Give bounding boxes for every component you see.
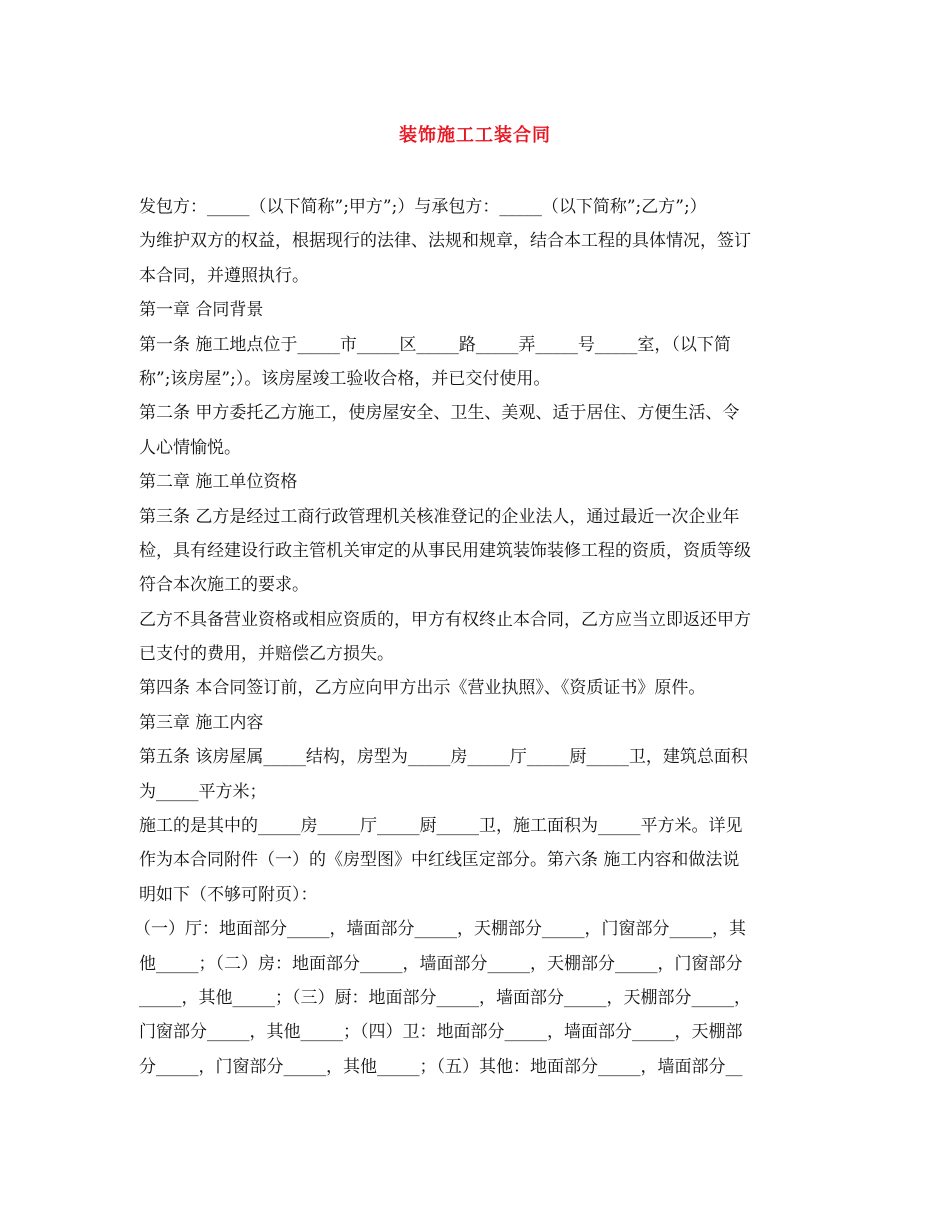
article-2-line-1: 第二条 甲方委托乙方施工，使房屋安全、卫生、美观、适于居住、方便生活、令 bbox=[139, 403, 740, 424]
work-items-line-5: 分_____，门窗部分_____，其他_____；（五）其他：地面部分_____，墙面部分__ bbox=[139, 1056, 743, 1077]
work-items-line-3: _____，其他_____；（三）厨：地面部分_____，墙面部分_____，天棚部分_____， bbox=[139, 987, 751, 1008]
work-items-line-4: 门窗部分_____，其他_____；（四）卫：地面部分_____，墙面部分_____，天棚部 bbox=[139, 1022, 743, 1043]
chapter-1-heading: 第一章 合同背景 bbox=[139, 300, 264, 321]
chapter-3-heading: 第三章 施工内容 bbox=[139, 712, 264, 733]
work-items-line-2: 他_____；（二）房：地面部分_____，墙面部分_____，天棚部分_____，门窗部分 bbox=[139, 953, 743, 974]
article-1-line-1: 第一条 施工地点位于_____市_____区_____路_____弄_____号_____室，（以下简 bbox=[139, 334, 731, 355]
document-body bbox=[134, 190, 816, 1084]
article-3-para-2-line-2: 已支付的费用，并赔偿乙方损失。 bbox=[139, 644, 394, 665]
text-line-preamble-2: 本合同，并遵照执行。 bbox=[139, 265, 309, 286]
article-4-line-1: 第四条 本合同签订前，乙方应向甲方出示《营业执照》、《资质证书》原件。 bbox=[139, 678, 706, 699]
chapter-2-heading: 第二章 施工单位资格 bbox=[139, 472, 298, 493]
article-5-para-2-line-2: 作为本合同附件（一）的《房型图》中红线匡定部分。第六条 施工内容和做法说 bbox=[139, 850, 740, 871]
article-2-line-2: 人心情愉悦。 bbox=[139, 437, 241, 458]
article-3-line-1: 第三条 乙方是经过工商行政管理机关核准登记的企业法人，通过最近一次企业年 bbox=[139, 506, 740, 527]
article-1-line-2: 称”;该房屋”;）。该房屋竣工验收合格，并已交付使用。 bbox=[139, 368, 551, 389]
document-title: 装饰施工工装合同 bbox=[399, 125, 551, 146]
work-items-line-1: （一）厅：地面部分_____，墙面部分_____，天棚部分_____，门窗部分_____，其 bbox=[134, 919, 746, 940]
article-5-line-2: 为_____平方米； bbox=[139, 781, 267, 802]
article-5-line-1: 第五条 该房屋属_____结构，房型为_____房_____厅_____厨_____卫，建筑总面积 bbox=[139, 747, 748, 768]
article-6-line-1: 明如下（不够可附页）： bbox=[139, 884, 318, 905]
article-5-para-2-line-1: 施工的是其中的_____房_____厅_____厨_____卫，施工面积为_____平方米。详见 bbox=[139, 816, 743, 837]
article-3-para-2-line-1: 乙方不具备营业资格或相应资质的，甲方有权终止本合同，乙方应当立即返还甲方 bbox=[139, 609, 751, 630]
text-line-preamble-1: 为维护双方的权益，根据现行的法律、法规和规章，结合本工程的具体情况，签订 bbox=[139, 231, 751, 252]
article-3-line-3: 符合本次施工的要求。 bbox=[139, 575, 309, 596]
article-3-line-2: 检，具有经建设行政主管机关审定的从事民用建筑装饰装修工程的资质，资质等级 bbox=[139, 540, 751, 561]
text-line-parties: 发包方：_____（以下简称”;甲方”;）与承包方：_____（以下简称”;乙方”;） bbox=[139, 197, 707, 217]
